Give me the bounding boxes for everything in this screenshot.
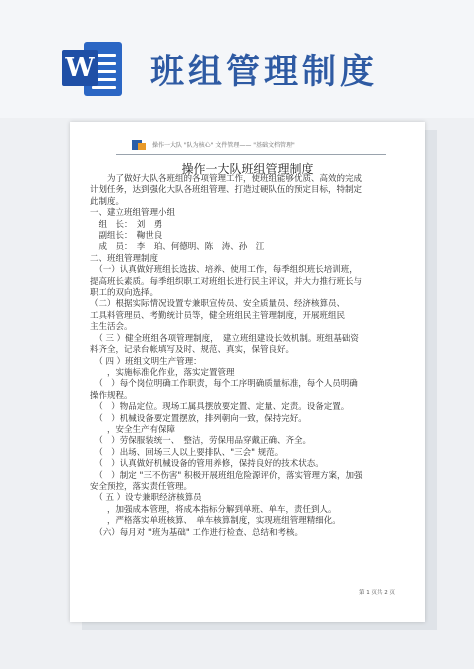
document-line: （ ）认真做好机械设备的管用养修，保持良好的技术状态。 — [90, 459, 324, 470]
document-line: 安全预控，落实责任管理。 — [90, 481, 193, 492]
document-page — [70, 122, 425, 622]
banner — [0, 0, 474, 118]
document-line: ，实施标准化作业，落实定置管理 — [90, 367, 235, 378]
header-divider — [116, 154, 386, 155]
document-line: （ ）物品定位。现场工属具摆放要定置、定量、定责。设备定置。 — [90, 402, 350, 413]
document-line: ，严格落实单班核算、 单车核算制度，实现班组管理精细化。 — [90, 516, 341, 527]
document-body — [90, 174, 405, 539]
document-line: （ ）劳保服装统一、 整洁，劳保用品穿戴正确、齐全。 — [90, 436, 312, 447]
document-line: 副组长： 鞠世良 — [90, 231, 163, 242]
document-line: （ 四 ）班组文明生产管理： — [90, 356, 202, 367]
document-line: ，加强成本管理，将成本指标分解到单班、单车，责任到人。 — [90, 504, 337, 515]
document-line: 料齐全，记录台帐填写及时、规范、真实，保管良好。 — [90, 345, 295, 356]
document-line: （ 五 ）设专兼职经济核算员 — [90, 493, 202, 504]
document-header: 操作一大队 "队为核心" 文件管理—— "基础文档管理" — [152, 142, 295, 149]
document-line: 操作规程。 — [90, 390, 133, 401]
document-line: （六）每月对 "班为基础" 工作进行检查、总结和考核。 — [90, 527, 303, 538]
document-line: （ 三 ）健全班组各项管理制度， 建立班组建设长效机制。班组基础资 — [90, 333, 359, 344]
document-line: 主生活会。 — [90, 322, 133, 333]
document-line: 一、建立班组管理小组 — [90, 208, 176, 219]
document-line: ，安全生产有保障 — [90, 424, 176, 435]
document-line: 此制度。 — [90, 196, 125, 207]
word-icon-letter: W — [62, 50, 98, 86]
document-line: 工具料管理员、考勤统计员等，健全班组民主管理制度，开展班组民 — [90, 310, 346, 321]
page-number: 第 1 页共 2 页 — [359, 590, 395, 596]
document-line: 组 长： 刘 勇 — [90, 219, 163, 230]
document-line: 提高班长素质。每季组织职工对班组长进行民主评议，并大力推行班长与 — [90, 276, 363, 287]
organization-logo-icon — [132, 140, 146, 150]
document-line: （ ）机械设备要定置摆放，排列朝向一致，保持完好。 — [90, 413, 307, 424]
document-line: 二、班组管理制度 — [90, 253, 159, 264]
word-document-icon — [62, 38, 124, 100]
document-line: （一）认真做好班组长选拔、培养、使用工作，每季组织班长培训班， — [90, 265, 358, 276]
document-line: （ ）制定 "三不伤害" 积极开展班组危险源评价，落实管理方案，加强 — [90, 470, 363, 481]
document-line: （ ）出场、回场三人以上要排队、"三会" 规范。 — [90, 447, 284, 458]
document-line: 职工的双向选择。 — [90, 288, 159, 299]
document-line: 成 员： 李 珀、何德明、陈 涛、孙 江 — [90, 242, 265, 253]
document-line: （ ）每个岗位明确工作职责，每个工序明确质量标准，每个人员明确 — [90, 379, 358, 390]
banner-title: 班组管理制度 — [150, 52, 378, 92]
document-line: 计划任务，达到强化大队各班组管理、打造过硬队伍的预定目标，特制定 — [90, 185, 363, 196]
document-line: 为了做好大队各班组的各项管理工作，使班组能够优质、高效的完成 — [90, 174, 363, 184]
document-title: 操作一大队班组管理制度 — [181, 162, 314, 176]
document-line: （二）根据实际情况设置专兼职宣传员、安全质量员、经济核算员、 — [90, 299, 346, 310]
